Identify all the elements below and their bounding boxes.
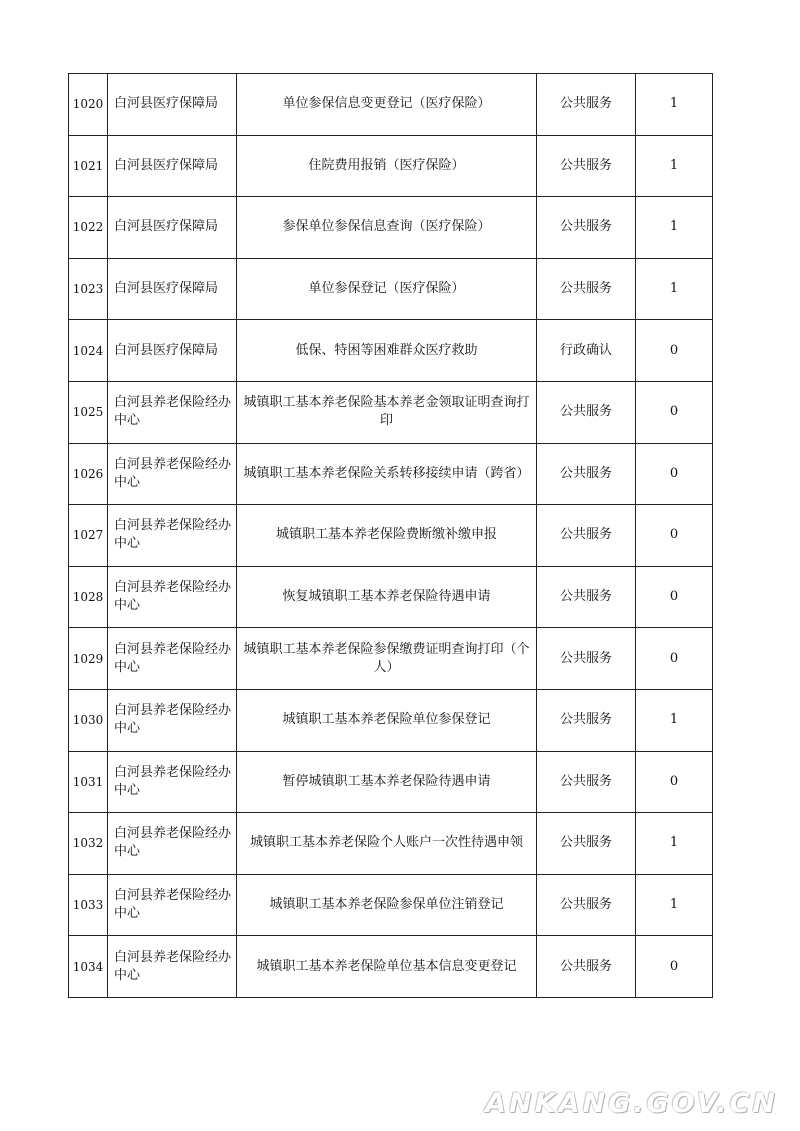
row-number-cell: 1022 bbox=[69, 197, 108, 259]
service-item-cell: 低保、特困等困难群众医疗救助 bbox=[237, 320, 537, 382]
row-number-cell: 1020 bbox=[69, 74, 108, 136]
department-cell: 白河县养老保险经办中心 bbox=[108, 443, 237, 505]
row-number-cell: 1034 bbox=[69, 936, 108, 998]
department-cell: 白河县养老保险经办中心 bbox=[108, 505, 237, 567]
count-cell: 1 bbox=[636, 135, 713, 197]
service-item-cell: 单位参保信息变更登记（医疗保险） bbox=[237, 74, 537, 136]
department-cell: 白河县医疗保障局 bbox=[108, 320, 237, 382]
service-item-cell: 城镇职工基本养老保险参保单位注销登记 bbox=[237, 874, 537, 936]
row-number-cell: 1024 bbox=[69, 320, 108, 382]
department-cell: 白河县养老保险经办中心 bbox=[108, 751, 237, 813]
count-cell: 0 bbox=[636, 751, 713, 813]
table-row bbox=[69, 751, 713, 813]
count-cell: 0 bbox=[636, 566, 713, 628]
count-cell: 1 bbox=[636, 74, 713, 136]
category-cell: 公共服务 bbox=[537, 505, 636, 567]
row-number-cell: 1032 bbox=[69, 813, 108, 875]
service-item-cell: 城镇职工基本养老保险关系转移接续申请（跨省） bbox=[237, 443, 537, 505]
department-cell: 白河县养老保险经办中心 bbox=[108, 381, 237, 443]
service-item-cell: 恢复城镇职工基本养老保险待遇申请 bbox=[237, 566, 537, 628]
table-row bbox=[69, 258, 713, 320]
table-body bbox=[69, 74, 713, 998]
department-cell: 白河县医疗保障局 bbox=[108, 258, 237, 320]
row-number-cell: 1023 bbox=[69, 258, 108, 320]
table-row bbox=[69, 74, 713, 136]
department-cell: 白河县养老保险经办中心 bbox=[108, 689, 237, 751]
count-cell: 0 bbox=[636, 505, 713, 567]
row-number-cell: 1033 bbox=[69, 874, 108, 936]
count-cell: 1 bbox=[636, 258, 713, 320]
service-item-cell: 参保单位参保信息查询（医疗保险） bbox=[237, 197, 537, 259]
count-cell: 1 bbox=[636, 689, 713, 751]
site-watermark: ANKANG.GOV.CN bbox=[485, 1088, 778, 1119]
category-cell: 公共服务 bbox=[537, 443, 636, 505]
category-cell: 公共服务 bbox=[537, 628, 636, 690]
row-number-cell: 1028 bbox=[69, 566, 108, 628]
department-cell: 白河县医疗保障局 bbox=[108, 197, 237, 259]
count-cell: 0 bbox=[636, 320, 713, 382]
row-number-cell: 1029 bbox=[69, 628, 108, 690]
table-row bbox=[69, 505, 713, 567]
category-cell: 公共服务 bbox=[537, 936, 636, 998]
service-item-cell: 单位参保登记（医疗保险） bbox=[237, 258, 537, 320]
table-row bbox=[69, 381, 713, 443]
row-number-cell: 1025 bbox=[69, 381, 108, 443]
table-row bbox=[69, 936, 713, 998]
row-number-cell: 1031 bbox=[69, 751, 108, 813]
table-row bbox=[69, 813, 713, 875]
service-item-cell: 城镇职工基本养老保险基本养老金领取证明查询打印 bbox=[237, 381, 537, 443]
count-cell: 0 bbox=[636, 381, 713, 443]
count-cell: 1 bbox=[636, 813, 713, 875]
count-cell: 1 bbox=[636, 197, 713, 259]
category-cell: 公共服务 bbox=[537, 751, 636, 813]
row-number-cell: 1027 bbox=[69, 505, 108, 567]
department-cell: 白河县医疗保障局 bbox=[108, 74, 237, 136]
category-cell: 公共服务 bbox=[537, 74, 636, 136]
service-item-cell: 城镇职工基本养老保险参保缴费证明查询打印（个人） bbox=[237, 628, 537, 690]
category-cell: 公共服务 bbox=[537, 135, 636, 197]
department-cell: 白河县养老保险经办中心 bbox=[108, 936, 237, 998]
category-cell: 行政确认 bbox=[537, 320, 636, 382]
table-row bbox=[69, 689, 713, 751]
service-item-cell: 城镇职工基本养老保险单位基本信息变更登记 bbox=[237, 936, 537, 998]
category-cell: 公共服务 bbox=[537, 197, 636, 259]
department-cell: 白河县养老保险经办中心 bbox=[108, 628, 237, 690]
service-item-cell: 城镇职工基本养老保险个人账户一次性待遇申领 bbox=[237, 813, 537, 875]
department-cell: 白河县养老保险经办中心 bbox=[108, 874, 237, 936]
count-cell: 0 bbox=[636, 443, 713, 505]
count-cell: 0 bbox=[636, 628, 713, 690]
table-row bbox=[69, 135, 713, 197]
service-items-table bbox=[68, 73, 713, 998]
count-cell: 0 bbox=[636, 936, 713, 998]
service-item-cell: 城镇职工基本养老保险单位参保登记 bbox=[237, 689, 537, 751]
service-item-cell: 城镇职工基本养老保险费断缴补缴申报 bbox=[237, 505, 537, 567]
row-number-cell: 1030 bbox=[69, 689, 108, 751]
department-cell: 白河县养老保险经办中心 bbox=[108, 813, 237, 875]
table-row bbox=[69, 628, 713, 690]
department-cell: 白河县医疗保障局 bbox=[108, 135, 237, 197]
service-item-cell: 住院费用报销（医疗保险） bbox=[237, 135, 537, 197]
category-cell: 公共服务 bbox=[537, 381, 636, 443]
row-number-cell: 1021 bbox=[69, 135, 108, 197]
department-cell: 白河县养老保险经办中心 bbox=[108, 566, 237, 628]
category-cell: 公共服务 bbox=[537, 689, 636, 751]
row-number-cell: 1026 bbox=[69, 443, 108, 505]
table-row bbox=[69, 874, 713, 936]
category-cell: 公共服务 bbox=[537, 874, 636, 936]
category-cell: 公共服务 bbox=[537, 258, 636, 320]
service-item-cell: 暂停城镇职工基本养老保险待遇申请 bbox=[237, 751, 537, 813]
table-row bbox=[69, 320, 713, 382]
category-cell: 公共服务 bbox=[537, 813, 636, 875]
category-cell: 公共服务 bbox=[537, 566, 636, 628]
table-row bbox=[69, 566, 713, 628]
count-cell: 1 bbox=[636, 874, 713, 936]
table-row bbox=[69, 443, 713, 505]
table-row bbox=[69, 197, 713, 259]
